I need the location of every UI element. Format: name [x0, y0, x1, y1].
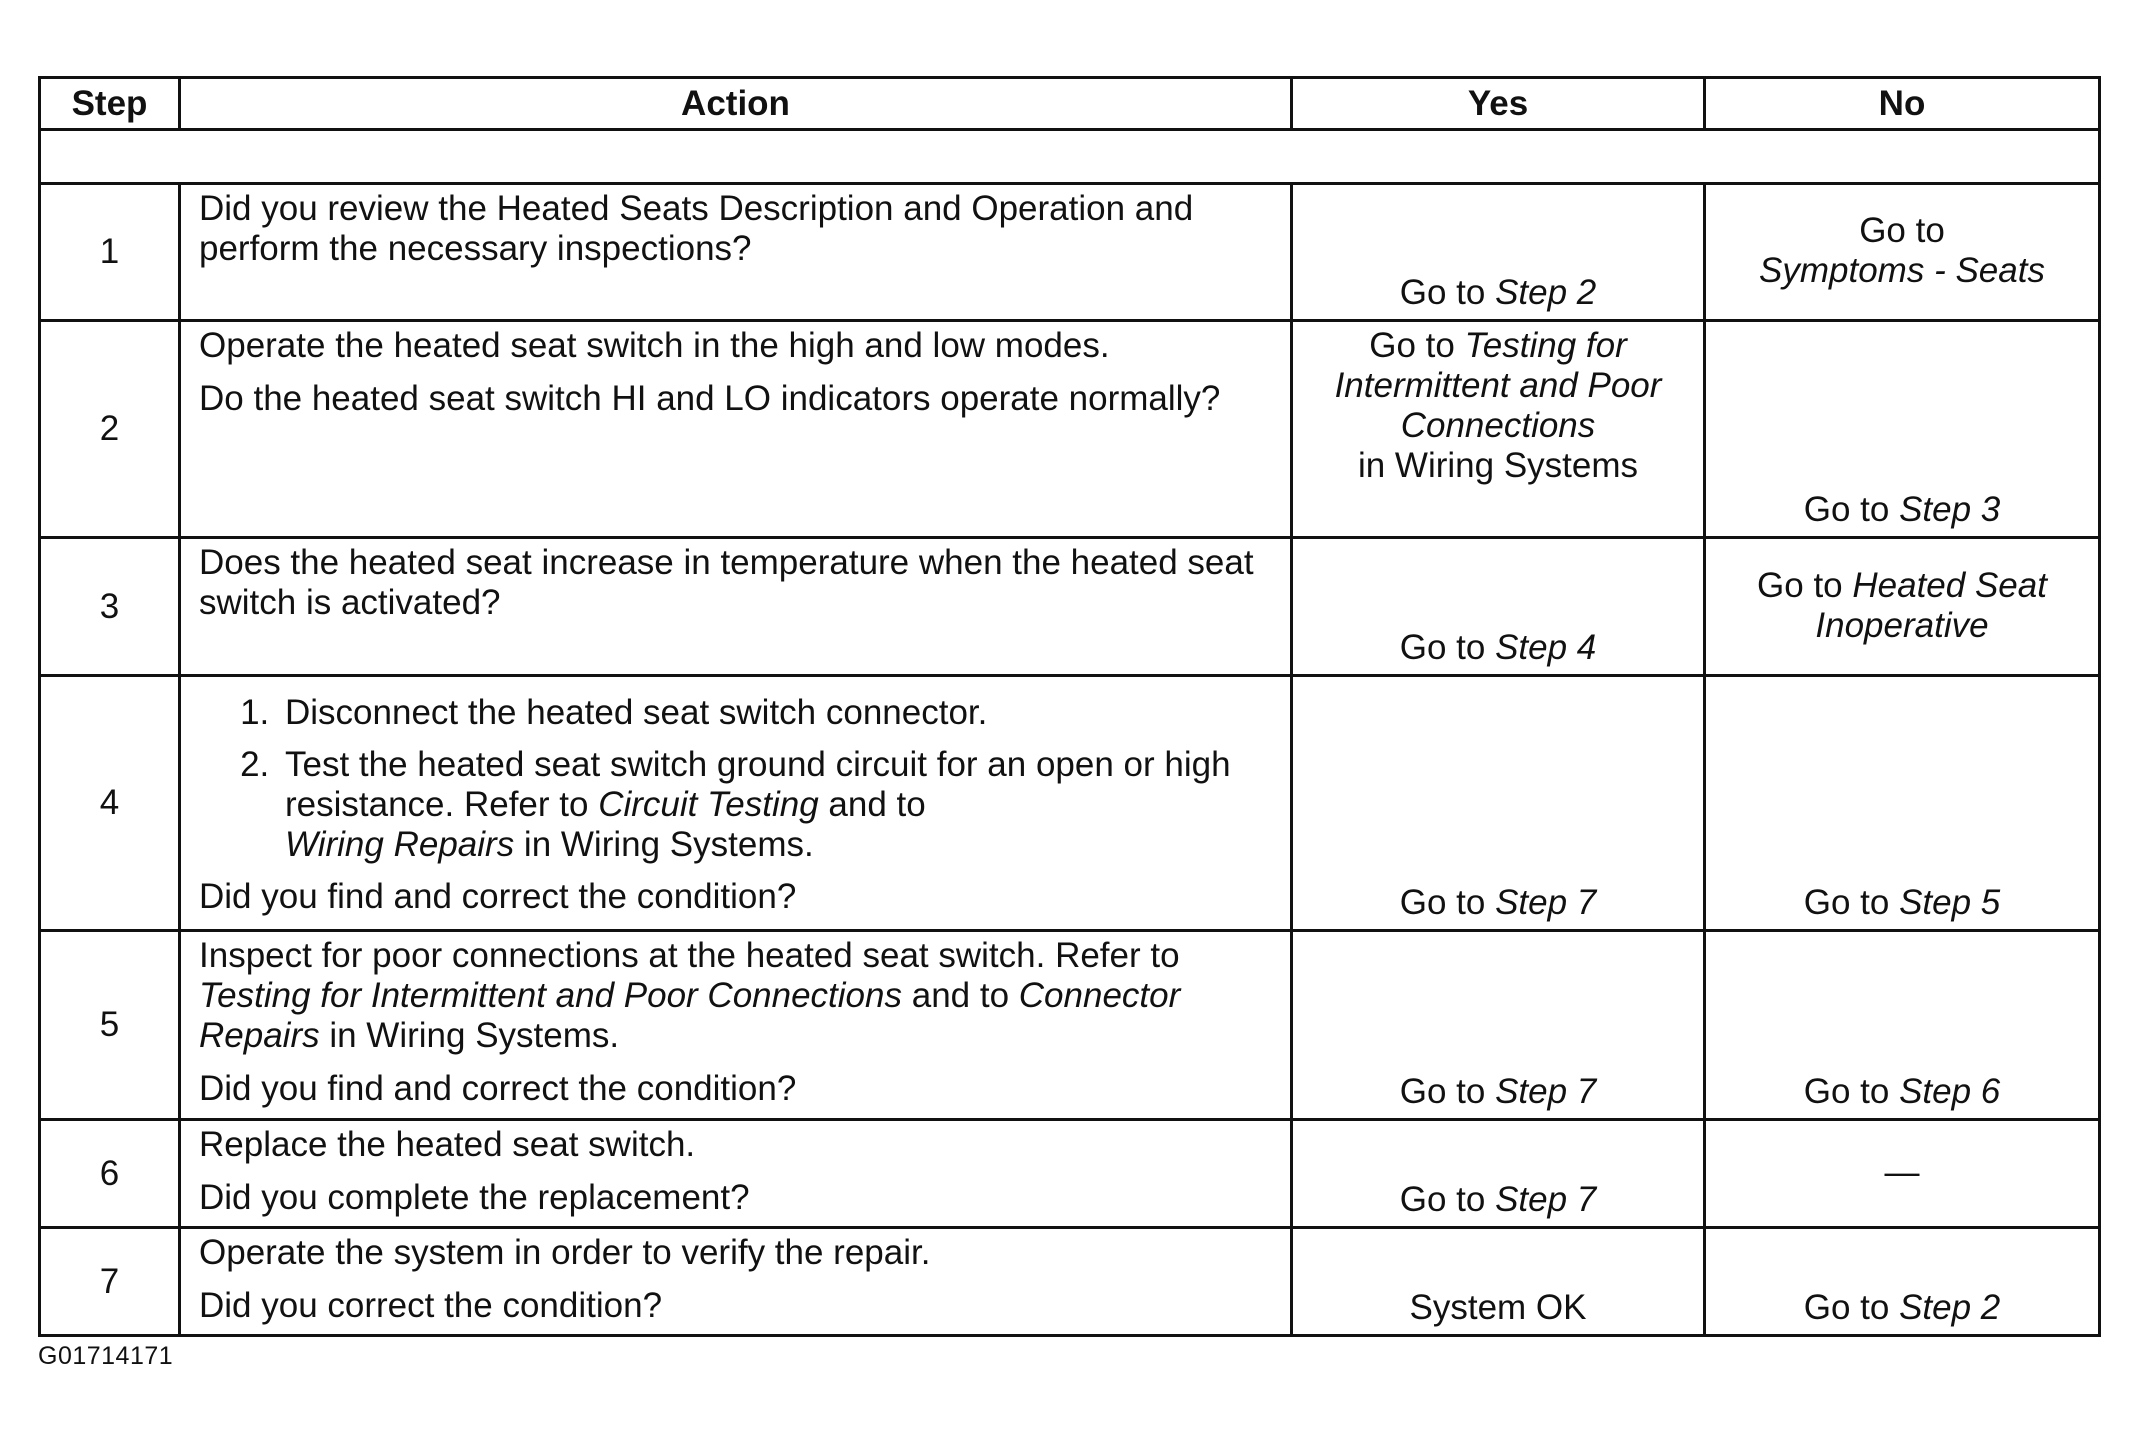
list-item: 2. Test the heated seat switch ground circuit for an open or high resistance. Refer to Circuit Testing and to Wiring Repairs in Wiring Systems. [279, 745, 1274, 865]
step-number: 6 [40, 1120, 180, 1228]
action-cell [180, 931, 1292, 1120]
yes-step-link[interactable]: Step 7 [1495, 1072, 1597, 1111]
no-cell [1705, 184, 2100, 321]
step-number: 7 [40, 1228, 180, 1336]
yes-cell [1292, 1228, 1705, 1336]
step-number: 2 [40, 321, 180, 538]
yes-testing-link[interactable]: Testing for Intermittent and Poor Connections [1334, 326, 1662, 445]
yes-cell [1292, 321, 1705, 538]
no-prefix: Go to [1803, 1288, 1900, 1327]
yes-cell [1292, 184, 1705, 321]
no-cell [1705, 676, 2100, 931]
table-row [40, 931, 2100, 1120]
no-step-link[interactable]: Step 6 [1899, 1072, 2001, 1111]
diagnostic-table [38, 76, 2101, 1337]
action-question: Did you complete the replacement? [199, 1178, 750, 1217]
yes-prefix: Go to [1399, 1072, 1496, 1111]
no-prefix: Go to [1803, 883, 1900, 922]
no-prefix: Go to [1859, 211, 1945, 250]
action-cell [180, 184, 1292, 321]
no-step-link[interactable]: Step 5 [1899, 883, 2001, 922]
no-prefix: Go to [1803, 1072, 1900, 1111]
action-text: Operate the heated seat switch in the high and low modes. [199, 326, 1110, 365]
action-text: Does the heated seat increase in temperature when the heated seat switch is activated? [199, 543, 1254, 622]
yes-cell [1292, 676, 1705, 931]
yes-cell [1292, 1120, 1705, 1228]
action-cell [180, 538, 1292, 676]
circuit-testing-link[interactable]: Circuit Testing [598, 785, 819, 824]
spacer-cell [40, 130, 2100, 184]
yes-prefix: Go to [1369, 326, 1465, 365]
no-cell [1705, 931, 2100, 1120]
yes-step-link[interactable]: Step 4 [1495, 628, 1597, 667]
no-prefix: Go to [1757, 565, 1853, 605]
yes-prefix: Go to [1399, 883, 1496, 922]
header-step: Step [40, 78, 180, 130]
action-text: Replace the heated seat switch. [199, 1125, 696, 1164]
table-row [40, 1228, 2100, 1336]
action-steps-list [199, 693, 1274, 865]
table-row [40, 321, 2100, 538]
yes-prefix: Go to [1399, 628, 1496, 667]
step-number: 4 [40, 676, 180, 931]
connector-repairs-link[interactable]: Connector Repairs [199, 976, 1181, 1055]
yes-system-ok: System OK [1409, 1288, 1587, 1327]
header-yes: Yes [1292, 78, 1705, 130]
step-number: 3 [40, 538, 180, 676]
action-cell [180, 676, 1292, 931]
no-cell [1705, 1120, 2100, 1228]
action-cell [180, 1120, 1292, 1228]
no-symptoms-link[interactable]: Symptoms - Seats [1759, 251, 2045, 290]
no-cell [1705, 321, 2100, 538]
yes-step-link[interactable]: Step 2 [1495, 273, 1597, 312]
step-number: 5 [40, 931, 180, 1120]
yes-suffix: in Wiring Systems [1357, 446, 1639, 485]
action-question: Did you correct the condition? [199, 1286, 663, 1325]
figure-id: G01714171 [38, 1342, 174, 1370]
wiring-repairs-link[interactable]: Wiring Repairs [285, 825, 515, 864]
action-question: Did you find and correct the condition? [199, 877, 797, 916]
table-row [40, 538, 2100, 676]
table-header-row [40, 78, 2100, 130]
no-step-link[interactable]: Step 3 [1899, 490, 2001, 529]
header-action: Action [180, 78, 1292, 130]
spacer-row [40, 130, 2100, 184]
no-dash: — [1884, 1152, 1920, 1192]
testing-intermittent-link[interactable]: Testing for Intermittent and Poor Connections [199, 976, 902, 1015]
table-row [40, 676, 2100, 931]
action-cell [180, 1228, 1292, 1336]
no-step-link[interactable]: Step 2 [1899, 1288, 2001, 1327]
action-text: Operate the system in order to verify the repair. [199, 1233, 931, 1272]
list-item: 1. Disconnect the heated seat switch connector. [279, 693, 1274, 733]
action-question: Did you find and correct the condition? [199, 1069, 797, 1108]
yes-prefix: Go to [1399, 1180, 1496, 1219]
no-cell [1705, 1228, 2100, 1336]
action-question: Do the heated seat switch HI and LO indicators operate normally? [199, 379, 1221, 418]
header-no: No [1705, 78, 2100, 130]
no-prefix: Go to [1803, 490, 1900, 529]
action-cell [180, 321, 1292, 538]
yes-cell [1292, 538, 1705, 676]
table-row [40, 184, 2100, 321]
action-text: Did you review the Heated Seats Description and Operation and perform the necessary inspections? [199, 189, 1194, 268]
table-row [40, 1120, 2100, 1228]
yes-cell [1292, 931, 1705, 1120]
yes-step-link[interactable]: Step 7 [1495, 1180, 1597, 1219]
yes-step-link[interactable]: Step 7 [1495, 883, 1597, 922]
no-inoperative-link[interactable]: Heated Seat Inoperative [1815, 565, 2047, 645]
yes-prefix: Go to [1399, 273, 1496, 312]
no-cell [1705, 538, 2100, 676]
action-text: Inspect for poor connections at the heated seat switch. Refer to Testing for Intermittent and Poor Connections and to Connector Repairs in Wiring Systems. [199, 936, 1181, 1055]
step-number: 1 [40, 184, 180, 321]
